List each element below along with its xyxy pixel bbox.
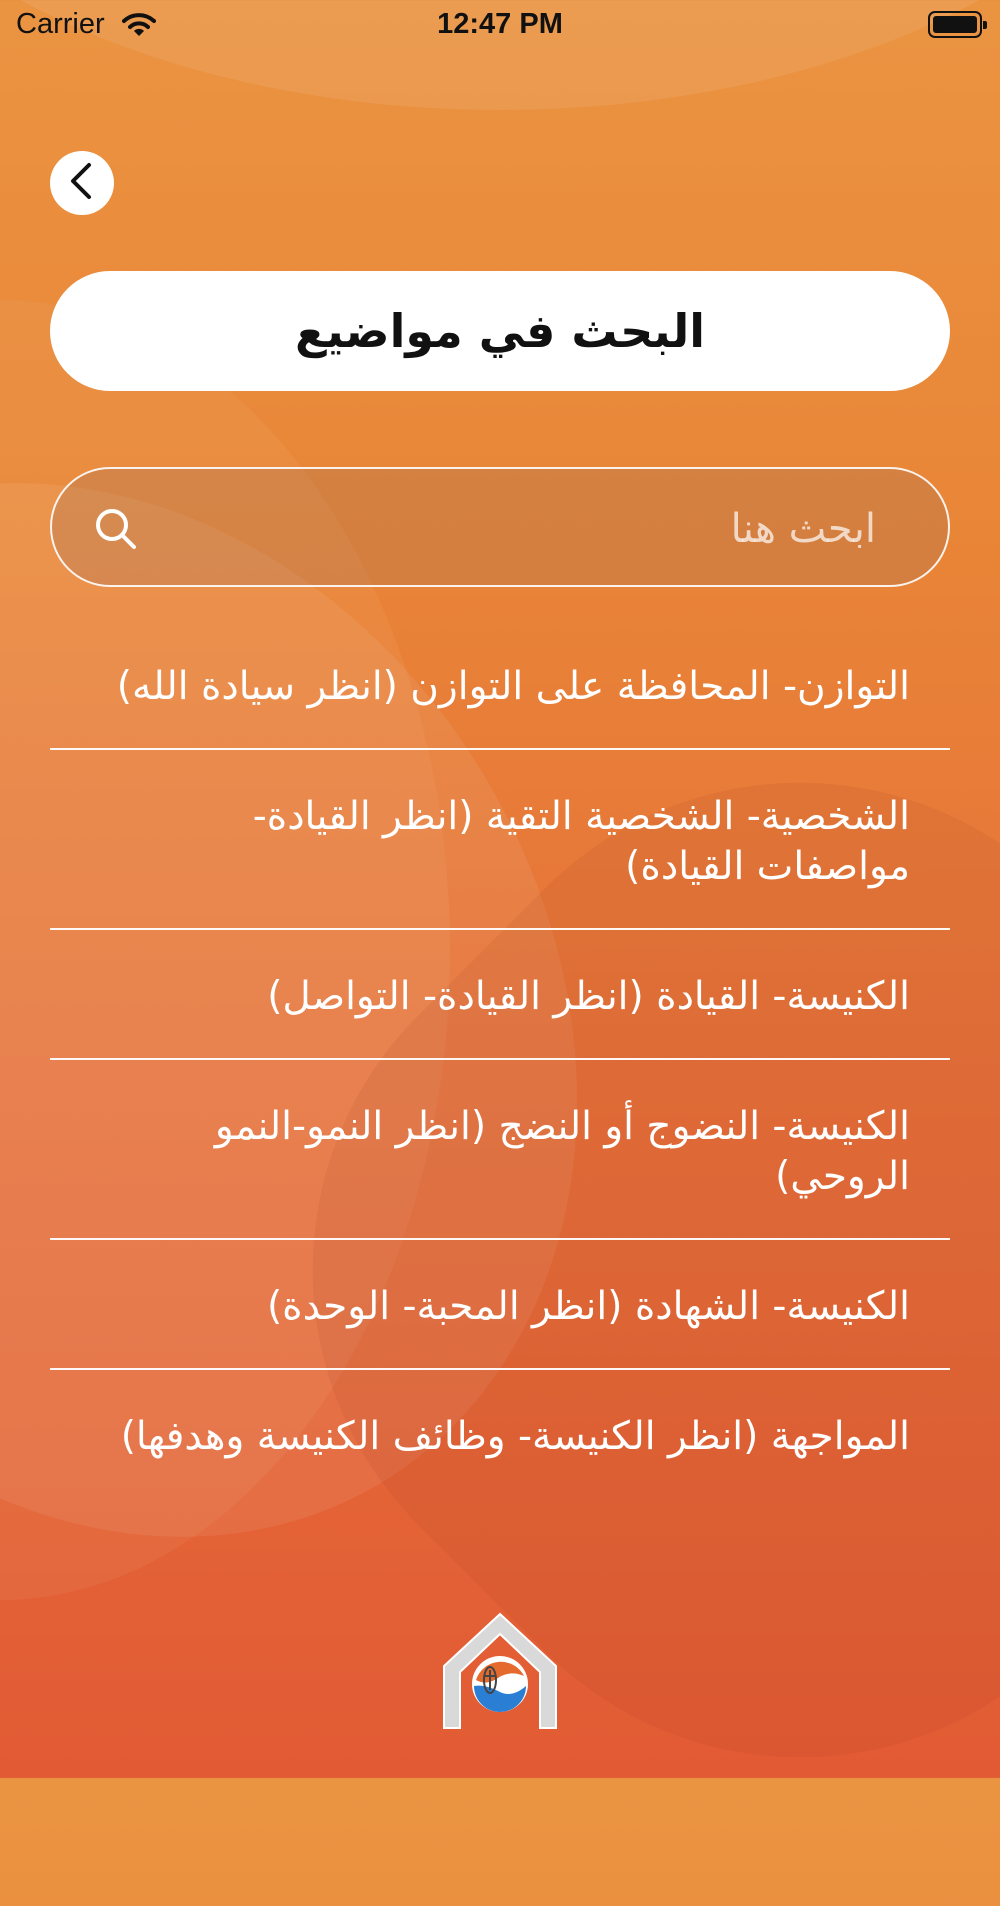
search-bar[interactable] [50, 467, 950, 587]
clock: 12:47 PM [437, 8, 563, 40]
list-item[interactable]: الكنيسة- الشهادة (انظر المحبة- الوحدة) [50, 1240, 950, 1370]
list-item[interactable]: المواجهة (انظر الكنيسة- وظائف الكنيسة وهدفها) [120, 1414, 910, 1459]
page-title: البحث في مواضيع [294, 304, 706, 358]
chevron-left-icon [67, 161, 97, 205]
status-bar [0, 0, 1000, 52]
list-item[interactable]: الشخصية- الشخصية التقية (انظر القيادة- مواصفات القيادة) [50, 750, 950, 930]
search-icon[interactable] [94, 507, 138, 555]
list-item[interactable]: الكنيسة- النضوج أو النضج (انظر النمو-النمو الروحي) [50, 1060, 950, 1240]
house-logo-icon [440, 1610, 560, 1734]
list-item[interactable]: التوازن- المحافظة على التوازن (انظر سيادة الله) [50, 620, 950, 750]
battery-icon [928, 11, 982, 38]
carrier-label: Carrier [16, 8, 105, 40]
search-input[interactable] [172, 499, 878, 559]
list-item[interactable]: الكنيسة- القيادة (انظر القيادة- التواصل) [50, 930, 950, 1060]
page-title-pill [50, 271, 950, 391]
topics-list[interactable] [50, 620, 950, 1515]
back-button[interactable] [50, 151, 114, 215]
